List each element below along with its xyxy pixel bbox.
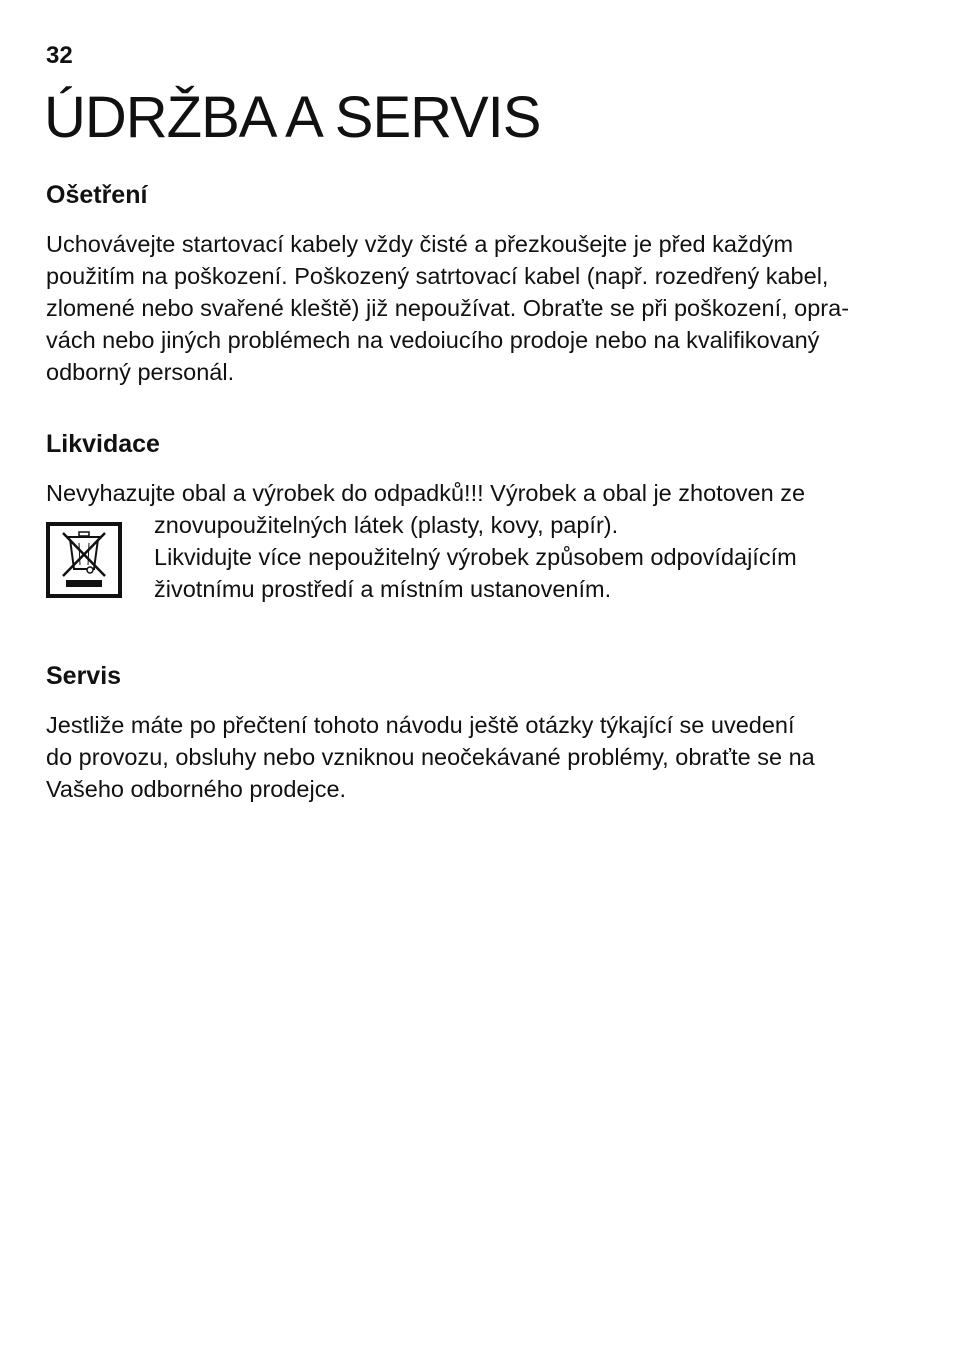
service-heading: Servis [46, 662, 122, 690]
care-heading: Ošetření [46, 181, 148, 209]
disposal-line: Likvidujte více nepoužitelný výrobek způsobem odpovídajícím [154, 544, 797, 570]
service-line: do provozu, obsluhy nebo vzniknou neočekávané problémy, obraťte se na [46, 744, 815, 770]
disposal-paragraph [46, 477, 805, 605]
care-paragraph [46, 228, 849, 388]
service-paragraph [46, 709, 815, 805]
crossed-out-wheelie-bin-icon [46, 522, 122, 598]
service-line: Jestliže máte po přečtení tohoto návodu ještě otázky týkající se uvedení [46, 712, 795, 738]
disposal-line: znovupoužitelných látek (plasty, kovy, papír). [154, 512, 619, 538]
service-line: Vašeho odborného prodejce. [46, 776, 347, 802]
disposal-line: životnímu prostředí a místním ustanovením. [154, 576, 612, 602]
care-line: odborný personál. [46, 359, 235, 385]
care-line: použitím na poškození. Poškozený satrtovací kabel (např. rozedřený kabel, [46, 263, 829, 289]
page-number: 32 [46, 42, 73, 69]
care-line: vách nebo jiných problémech na vedoiucího prodoje nebo na kvalifikovaný [46, 327, 820, 353]
disposal-line: Nevyhazujte obal a výrobek do odpadků!!! Výrobek a obal je zhotoven ze [46, 480, 806, 506]
care-line: Uchovávejte startovací kabely vždy čisté a přezkoušejte je před každým [46, 231, 794, 257]
disposal-heading: Likvidace [46, 430, 160, 458]
care-line: zlomené nebo svařené kleště) již nepoužívat. Obraťte se při poškození, opra- [46, 295, 850, 321]
page-title: ÚDRŽBA A SERVIS [44, 85, 541, 150]
